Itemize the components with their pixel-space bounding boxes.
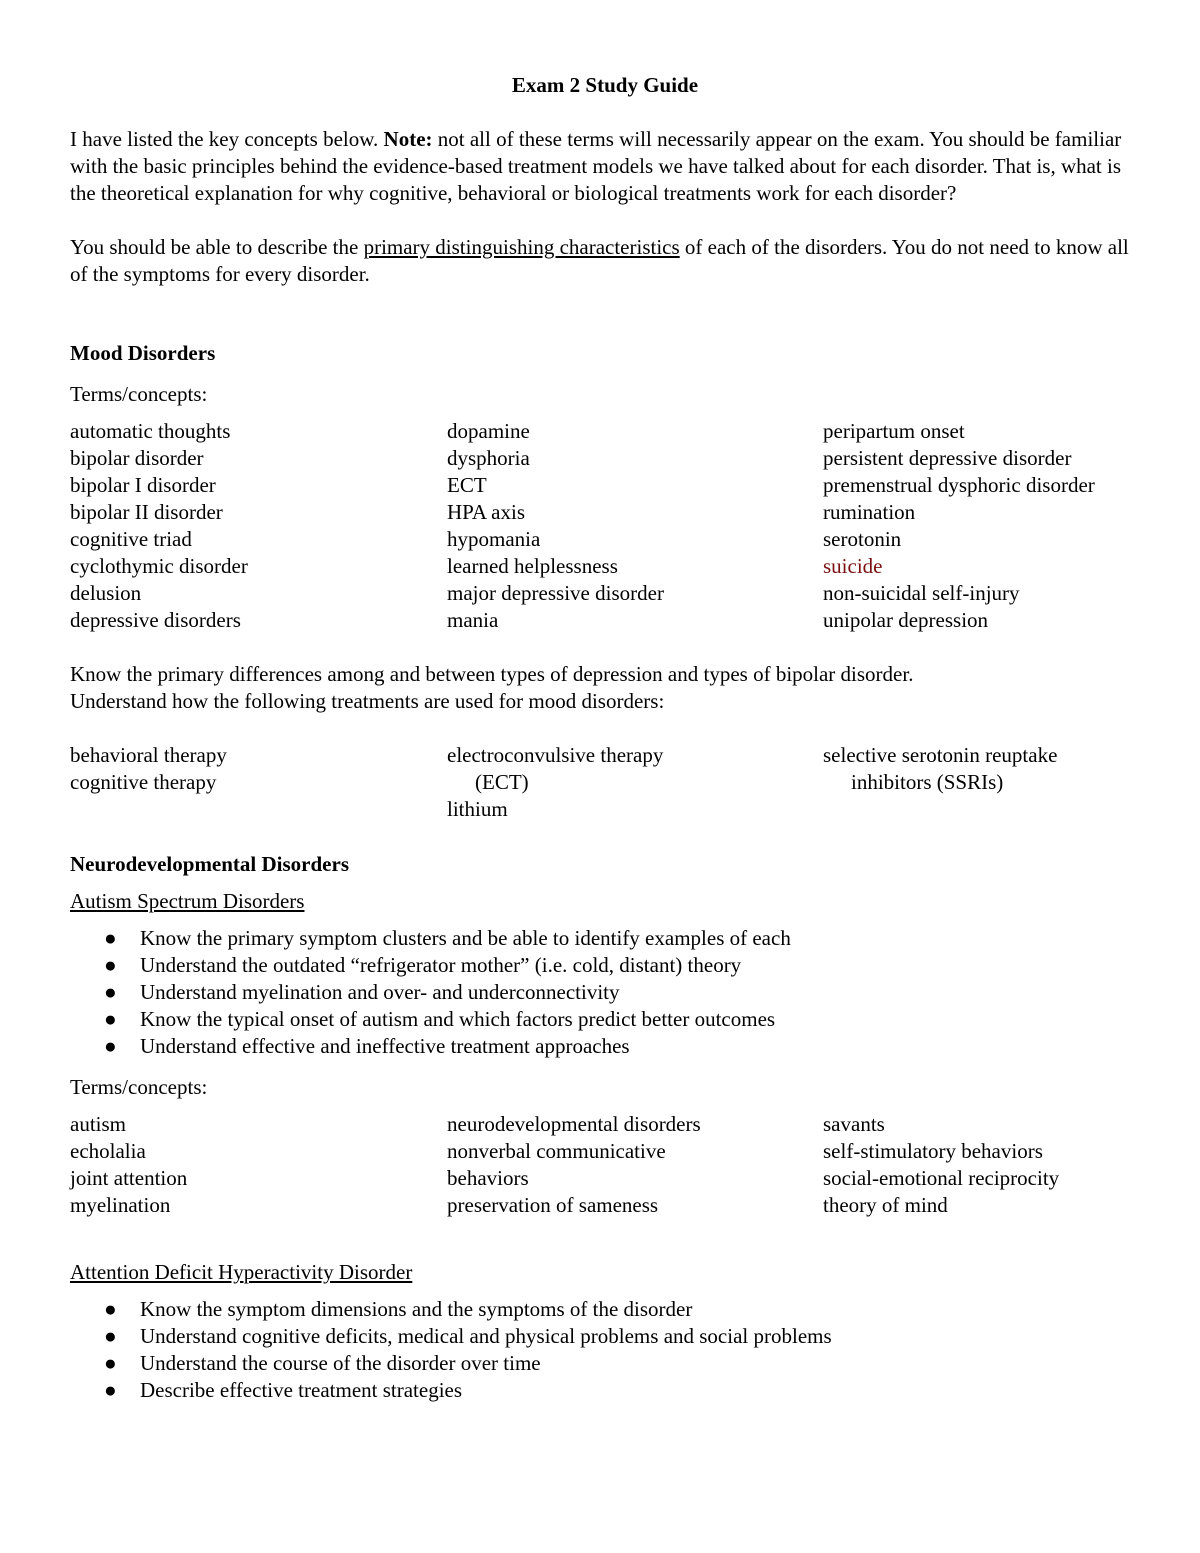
mood-know-line-2: Understand how the following treatments are used for mood disorders:: [70, 689, 665, 713]
treatments-column-3: [823, 742, 1143, 823]
document-page: [70, 72, 1140, 1414]
bullet-icon: ●: [104, 953, 117, 977]
term: bipolar II disorder: [70, 500, 223, 524]
treatment: electroconvulsive therapy: [447, 743, 664, 767]
term: hypomania: [447, 527, 541, 551]
term: depressive disorders: [70, 608, 241, 632]
term: suicide: [823, 554, 883, 578]
list-item: ● Understand myelination and over- and underconnectivity: [104, 980, 620, 1004]
mood-terms-label: Terms/concepts:: [70, 382, 208, 406]
neuro-terms-column-2: [447, 1111, 823, 1219]
term: joint attention: [70, 1166, 188, 1190]
term: neurodevelopmental disorders: [447, 1112, 701, 1136]
treatments-column-2: [447, 742, 823, 823]
mood-terms-grid: [70, 418, 1140, 634]
neuro-disorders-heading: Neurodevelopmental Disorders: [70, 852, 349, 876]
list-item: ● Understand cognitive deficits, medical and physical problems and social problems: [104, 1324, 832, 1348]
term: major depressive disorder: [447, 581, 664, 605]
term: learned helplessness: [447, 554, 618, 578]
bullet-icon: ●: [104, 1007, 117, 1031]
term: preservation of sameness: [447, 1193, 659, 1217]
term: mania: [447, 608, 499, 632]
term: delusion: [70, 581, 142, 605]
neuro-terms-label: Terms/concepts:: [70, 1075, 208, 1099]
mood-disorders-heading: Mood Disorders: [70, 341, 216, 365]
term: social-emotional reciprocity: [823, 1166, 1060, 1190]
term: myelination: [70, 1193, 171, 1217]
term: rumination: [823, 500, 916, 524]
mood-treatments-grid: [70, 742, 1140, 823]
term: echolalia: [70, 1139, 146, 1163]
neuro-terms-column-1: [70, 1111, 447, 1219]
list-item: ● Describe effective treatment strategies: [104, 1378, 463, 1402]
note-label: Note:: [383, 127, 433, 151]
intro-paragraph-2: You should be able to describe the primary distinguishing characteristics of each of the disorders. You do not need to know all of the symptoms for every disorder.: [70, 235, 1129, 286]
neuro-terms-grid: [70, 1111, 1140, 1219]
bullet-icon: ●: [104, 980, 117, 1004]
term: cyclothymic disorder: [70, 554, 248, 578]
treatment: cognitive therapy: [70, 770, 217, 794]
list-item: ● Understand the outdated “refrigerator mother” (i.e. cold, distant) theory: [104, 953, 742, 977]
mood-terms-column-2: [447, 418, 823, 634]
term: premenstrual dysphoric disorder: [823, 473, 1095, 497]
underlined-phrase: primary distinguishing characteristics: [363, 235, 680, 259]
treatment: selective serotonin reuptake: [823, 743, 1058, 767]
bullet-icon: ●: [104, 1351, 117, 1375]
treatment: behavioral therapy: [70, 743, 227, 767]
term: bipolar I disorder: [70, 473, 216, 497]
neuro-terms-column-3: [823, 1111, 1143, 1219]
term: ECT: [447, 473, 487, 497]
term: theory of mind: [823, 1193, 948, 1217]
mood-terms-column-1: [70, 418, 447, 634]
term: nonverbal communicative: [447, 1139, 666, 1163]
list-item: ● Know the symptom dimensions and the symptoms of the disorder: [104, 1297, 693, 1321]
term: autism: [70, 1112, 126, 1136]
adhd-bullet-list: [70, 1296, 1140, 1404]
treatments-column-1: [70, 742, 447, 823]
list-item: ● Understand the course of the disorder over time: [104, 1351, 541, 1375]
term: unipolar depression: [823, 608, 989, 632]
list-item: ● Know the typical onset of autism and which factors predict better outcomes: [104, 1007, 776, 1031]
asd-heading: Autism Spectrum Disorders: [70, 889, 305, 913]
term: dysphoria: [447, 446, 530, 470]
term: non-suicidal self-injury: [823, 581, 1020, 605]
term: dopamine: [447, 419, 530, 443]
term: behaviors: [447, 1166, 529, 1190]
asd-bullet-list: [70, 925, 1140, 1060]
intro-paragraph-1: I have listed the key concepts below. Note: not all of these terms will necessarily appear on the exam. You should be familiar with the basic principles behind the evidence-based treatment models we have talked about for each disorder. That is, what is the theoretical explanation for why cognitive, behavioral or biological treatments work for each disorder?: [70, 127, 1122, 205]
bullet-icon: ●: [104, 1034, 117, 1058]
term: automatic thoughts: [70, 419, 231, 443]
term: serotonin: [823, 527, 902, 551]
term: bipolar disorder: [70, 446, 204, 470]
term: savants: [823, 1112, 885, 1136]
treatment: lithium: [447, 797, 508, 821]
mood-know-line-1: Know the primary differences among and between types of depression and types of bipolar disorder.: [70, 662, 914, 686]
bullet-icon: ●: [104, 1378, 117, 1402]
adhd-heading: Attention Deficit Hyperactivity Disorder: [70, 1260, 413, 1284]
term: self-stimulatory behaviors: [823, 1139, 1043, 1163]
term: HPA axis: [447, 500, 526, 524]
treatment-continued: inhibitors (SSRIs): [851, 770, 1004, 794]
document-title: Exam 2 Study Guide: [511, 73, 699, 97]
mood-terms-column-3: [823, 418, 1143, 634]
bullet-icon: ●: [104, 1324, 117, 1348]
term: cognitive triad: [70, 527, 192, 551]
treatment-continued: (ECT): [475, 770, 529, 794]
bullet-icon: ●: [104, 926, 117, 950]
list-item: ● Know the primary symptom clusters and be able to identify examples of each: [104, 926, 791, 950]
term: persistent depressive disorder: [823, 446, 1072, 470]
term: peripartum onset: [823, 419, 965, 443]
bullet-icon: ●: [104, 1297, 117, 1321]
list-item: ● Understand effective and ineffective treatment approaches: [104, 1034, 630, 1058]
